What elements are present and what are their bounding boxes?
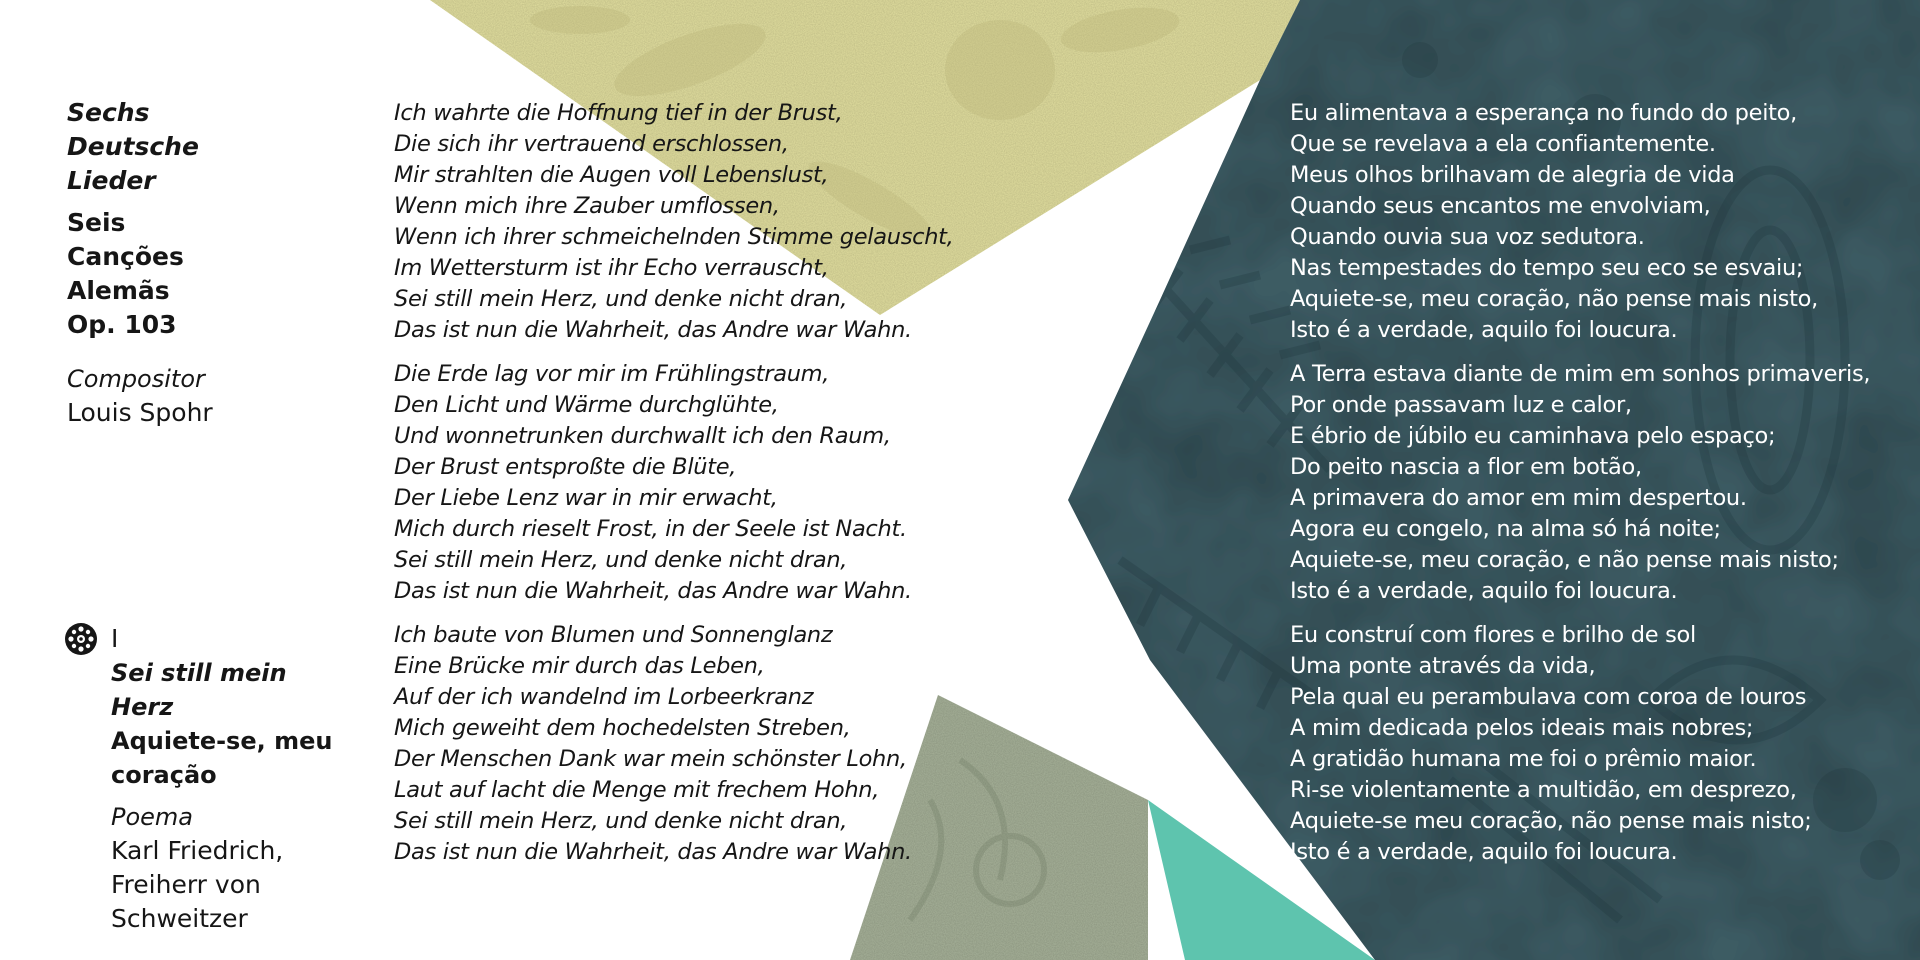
verse-line: Aquiete-se, meu coração, e não pense mais nisto; [1290, 547, 1839, 573]
verse-line: Que se revelava a ela confiantemente. [1290, 131, 1716, 157]
title-portuguese-line: Alemãs [67, 276, 170, 305]
verse-line: A mim dedicada pelos ideais mais nobres; [1290, 715, 1754, 741]
lyrics-german [394, 98, 954, 881]
verse-line: Por onde passavam luz e calor, [1290, 392, 1632, 418]
poet-name [111, 834, 354, 936]
verse-line: Ri-se violentamente a multidão, em desprezo, [1290, 777, 1797, 803]
stanza [394, 98, 954, 346]
verse-line: Der Liebe Lenz war in mir erwacht, [394, 485, 778, 511]
stanza [394, 359, 954, 607]
verse-line: Der Brust entsproßte die Blüte, [394, 454, 737, 480]
verse-line: Aquiete-se meu coração, não pense mais nisto; [1290, 808, 1812, 834]
title-portuguese-line: Canções [67, 242, 184, 271]
verse-line: Das ist nun die Wahrheit, das Andre war Wahn. [394, 839, 912, 865]
verse-line: Isto é a verdade, aquilo foi loucura. [1290, 578, 1678, 604]
verse-line: Mich geweiht dem hochedelsten Streben, [394, 715, 851, 741]
verse-line: E ébrio de júbilo eu caminhava pelo espaço; [1290, 423, 1776, 449]
verse-line: Und wonnetrunken durchwallt ich den Raum, [394, 423, 891, 449]
verse-line: Der Menschen Dank war mein schönster Lohn, [394, 746, 907, 772]
verse-line: Eu construí com flores e brilho de sol [1290, 622, 1696, 648]
verse-line: Die sich ihr vertrauend erschlossen, [394, 131, 789, 157]
verse-line: Isto é a verdade, aquilo foi loucura. [1290, 839, 1678, 865]
title-german-line: Deutsche [67, 132, 199, 161]
composer-name: Louis Spohr [67, 398, 213, 427]
title-portuguese [67, 206, 337, 342]
title-german-line: Sechs [67, 98, 150, 127]
verse-line: Im Wettersturm ist ihr Echo verrauscht, [394, 255, 829, 281]
song-title-portuguese-line: coração [111, 761, 217, 789]
verse-line: Do peito nascia a flor em botão, [1290, 454, 1642, 480]
verse-line: Aquiete-se, meu coração, não pense mais nisto, [1290, 286, 1818, 312]
ornament-rosette-icon [64, 622, 98, 656]
poet-name-line: Karl Friedrich, [111, 836, 284, 865]
verse-line: Nas tempestades do tempo seu eco se esvaiu; [1290, 255, 1804, 281]
verse-line: Pela qual eu perambulava com coroa de louros [1290, 684, 1807, 710]
verse-line: Die Erde lag vor mir im Frühlingstraum, [394, 361, 830, 387]
verse-line: Agora eu congelo, na alma só há noite; [1290, 516, 1721, 542]
stanza [394, 620, 954, 868]
verse-line: Wenn mich ihre Zauber umflossen, [394, 193, 780, 219]
lyrics-portuguese [1290, 98, 1870, 881]
stanza [1290, 620, 1870, 868]
verse-line: Wenn ich ihrer schmeichelnden Stimme gelauscht, [394, 224, 954, 250]
verse-line: Mich durch rieselt Frost, in der Seele ist Nacht. [394, 516, 907, 542]
verse-line: Laut auf lacht die Menge mit frechem Hohn, [394, 777, 880, 803]
title-german-line: Lieder [67, 166, 156, 195]
verse-line: Quando ouvia sua voz sedutora. [1290, 224, 1645, 250]
verse-line: Den Licht und Wärme durchglühte, [394, 392, 779, 418]
song-title-portuguese [111, 724, 354, 792]
verse-line: Das ist nun die Wahrheit, das Andre war Wahn. [394, 578, 912, 604]
verse-line: Eu alimentava a esperança no fundo do peito, [1290, 100, 1797, 126]
poem-label: Poema [111, 803, 194, 831]
verse-line: Meus olhos brilhavam de alegria de vida [1290, 162, 1735, 188]
verse-line: Eine Brücke mir durch das Leben, [394, 653, 765, 679]
verse-line: Quando seus encantos me envolviam, [1290, 193, 1711, 219]
song-title-german: Sei still mein Herz [111, 659, 287, 721]
verse-line: A primavera do amor em mim despertou. [1290, 485, 1747, 511]
composer-label: Compositor [67, 365, 205, 393]
verse-line: A gratidão humana me foi o prêmio maior. [1290, 746, 1757, 772]
verse-line: A Terra estava diante de mim em sonhos primaveris, [1290, 361, 1871, 387]
song-title-portuguese-line: Aquiete-se, meu [111, 727, 333, 755]
verse-line: Mir strahlten die Augen voll Lebenslust, [394, 162, 829, 188]
verse-line: Sei still mein Herz, und denke nicht dran, [394, 808, 848, 834]
stanza [1290, 359, 1870, 607]
title-portuguese-line: Seis [67, 208, 126, 237]
title-german [67, 96, 337, 198]
verse-line: Auf der ich wandelnd im Lorbeerkranz [394, 684, 814, 710]
verse-line: Isto é a verdade, aquilo foi loucura. [1290, 317, 1678, 343]
song-info [64, 622, 354, 936]
poet-name-line: Schweitzer [111, 904, 248, 933]
song-number: I [111, 624, 119, 653]
verse-line: Uma ponte através da vida, [1290, 653, 1596, 679]
verse-line: Ich wahrte die Hoffnung tief in der Brust, [394, 100, 843, 126]
verse-line: Sei still mein Herz, und denke nicht dran, [394, 286, 848, 312]
verse-line: Sei still mein Herz, und denke nicht dran, [394, 547, 848, 573]
poet-name-line: Freiherr von [111, 870, 261, 899]
opus-number: Op. 103 [67, 310, 177, 339]
verse-line: Ich baute von Blumen und Sonnenglanz [394, 622, 833, 648]
work-info [67, 96, 337, 430]
verse-line: Das ist nun die Wahrheit, das Andre war Wahn. [394, 317, 912, 343]
stanza [1290, 98, 1870, 346]
